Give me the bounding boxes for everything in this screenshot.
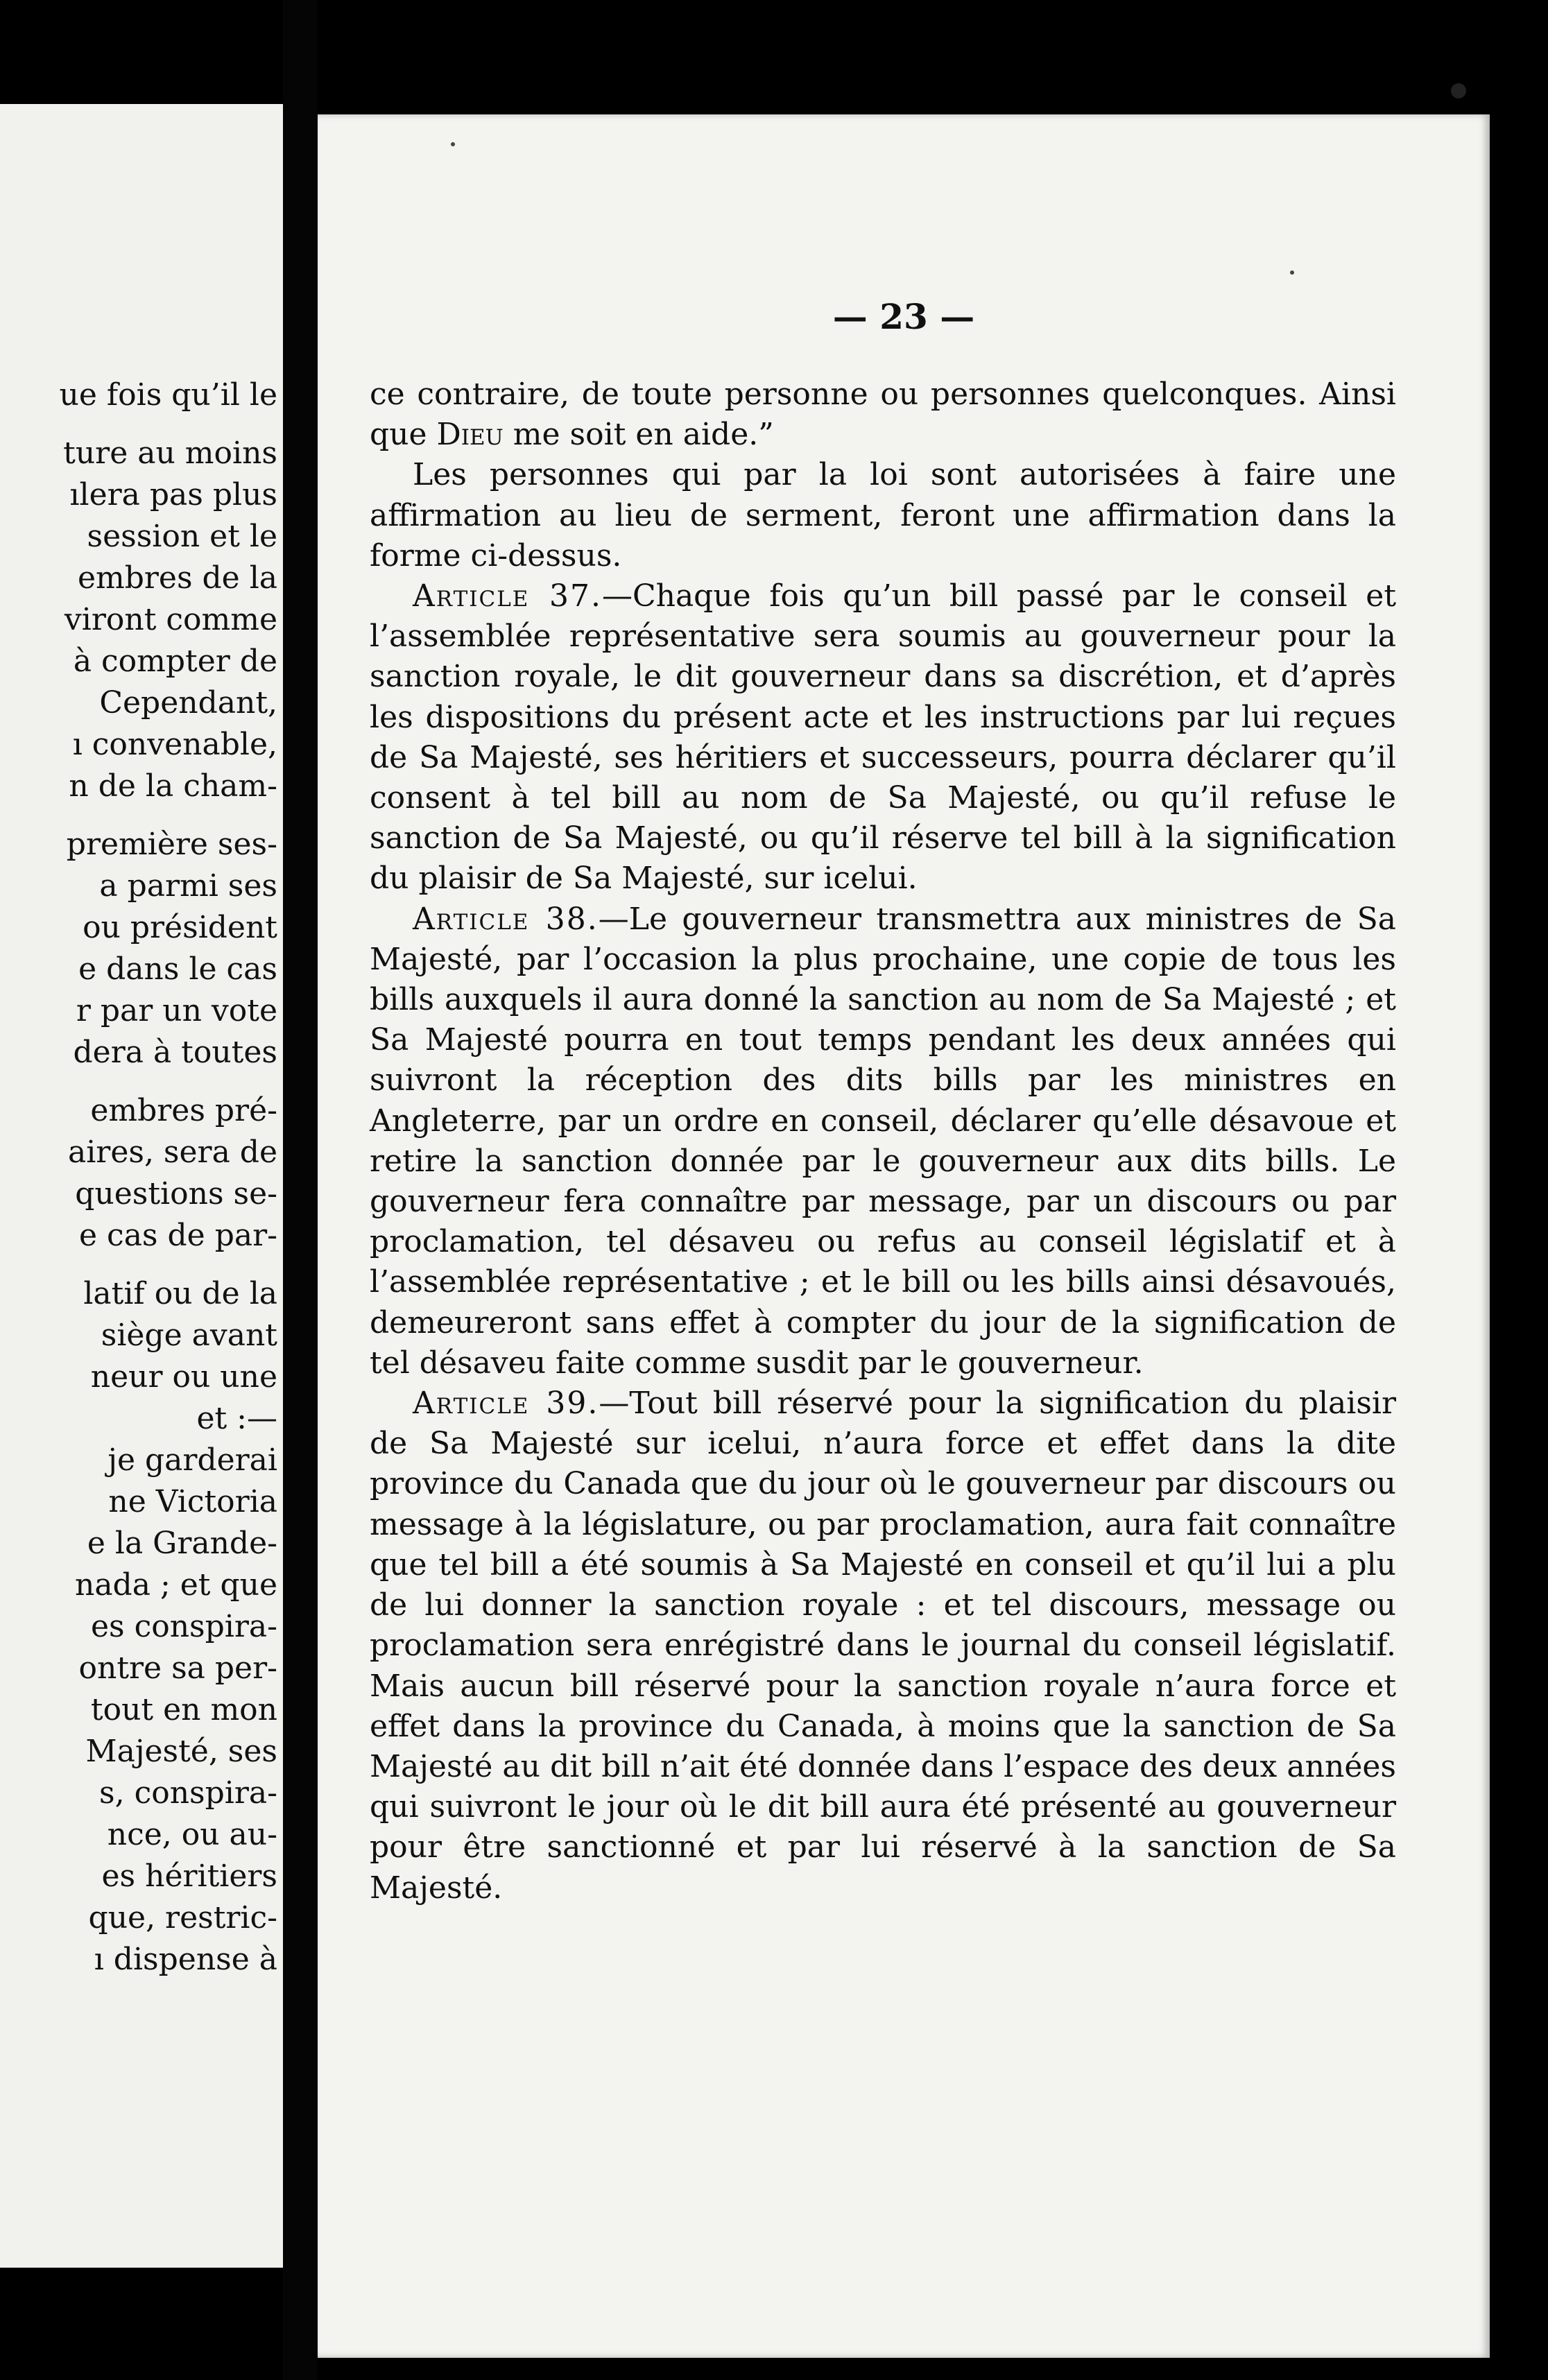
left-page-line: première ses- (66, 827, 277, 862)
left-page-line: à compter de (73, 644, 277, 679)
article-37 (370, 576, 1396, 899)
left-page-line: nada ; et que (74, 1567, 277, 1603)
left-page-line: es héritiers (101, 1859, 277, 1894)
left-page-line: ı dispense à (94, 1942, 277, 1977)
left-page-line: a parmi ses (99, 868, 277, 904)
oath-god-word: Dieu (436, 417, 504, 453)
left-page-line: siège avant (101, 1318, 277, 1353)
oath-text-part-2: me soit en aide.” (503, 417, 774, 453)
left-page-line: aires, sera de (67, 1135, 277, 1170)
left-page-line: embres pré- (90, 1093, 277, 1128)
left-page-line: latif ou de la (83, 1276, 277, 1311)
left-page-line: ılera pas plus (69, 477, 277, 512)
left-page-line: viront comme (64, 602, 277, 637)
oath-text-part-1: ce contraire, de toute personne ou personnes quelconques. Ainsi que (370, 377, 1396, 453)
article-38-text: —Le gouverneur transmettra aux ministres de Sa Majesté, par l’occasion la plus prochaine, une copie de tous les bills auxquels il aura donné la sanction au nom de Sa Majesté ; et Sa Majesté pourra en tout temps pendant les deux années qui suivront la réception des dits bills par les ministres en Angleterre, par un ordre en conseil, déclarer qu’elle désavoue et retire la sanction donnée par le gouverneur aux dits bills. Le gouverneur fera connaître par message, par un discours ou par proclamation, tel désaveu ou refus au conseil législatif et à l’assemblée représentative ; et le bill ou les bills ainsi désavoués, demeureront sans effet à compter du jour de la signification de tel désaveu faite comme susdit par le gouverneur. (370, 901, 1397, 1381)
line-gap (0, 1257, 277, 1273)
left-page-line: dera à toutes (73, 1035, 277, 1070)
article-38 (370, 899, 1396, 1383)
left-page-line: neur ou une (90, 1359, 277, 1395)
left-page-line: ture au moins (63, 436, 277, 471)
right-page (318, 114, 1490, 2358)
article-39-heading: Article 39. (413, 1386, 599, 1422)
left-page-line: nce, ou au- (107, 1817, 277, 1852)
article-39 (370, 1383, 1396, 1908)
left-page-text (0, 374, 277, 1981)
scan-speck (1451, 83, 1466, 98)
left-page-line: es conspira- (90, 1609, 277, 1644)
page-gutter (283, 0, 318, 2380)
page-body (370, 374, 1396, 1908)
left-page-line: que, restric- (88, 1900, 277, 1935)
line-gap (0, 807, 277, 824)
article-37-heading: Article 37. (413, 578, 602, 614)
left-page-line: s, conspira- (99, 1775, 277, 1811)
line-gap (0, 416, 277, 433)
left-page-line: je garderai (108, 1442, 277, 1478)
left-page-line: ue fois qu’il le (59, 377, 277, 413)
line-gap (0, 1073, 277, 1090)
left-page-line: e la Grande- (87, 1526, 277, 1561)
left-page-line: e cas de par- (79, 1218, 277, 1253)
left-page-line: ou président (83, 910, 277, 945)
article-37-text: —Chaque fois qu’un bill passé par le conseil et l’assemblée représentative sera soumis au gouverneur pour la sanction royale, le dit gouverneur dans sa discrétion, et d’après les dispositions du présent acte et les instructions par lui reçues de Sa Majesté, ses héritiers et successeurs, pourra déclarer qu’il consent à tel bill au nom de Sa Majesté, ou qu’il refuse le sanction de Sa Majesté, ou qu’il réserve tel bill à la signification du plaisir de Sa Majesté, sur icelui. (370, 578, 1396, 897)
left-page-fragment (0, 104, 283, 2268)
article-39-text: —Tout bill réservé pour la signification du plaisir de Sa Majesté sur icelui, n’aura force et effet dans la dite province du Canada que du jour où le gouverneur par discours ou message à la législature, ou par proclamation, aura fait connaître que tel bill a été soumis à Sa Majesté en conseil et qu’il lui a plu de lui donner la sanction royale : et tel discours, message ou proclamation sera enrégistré dans le journal du conseil législatif. Mais aucun bill réservé pour la sanction royale n’aura force et effet dans la province du Canada, à moins que la sanction de Sa Majesté au dit bill n’ait été donnée dans l’espace des deux années qui suivront le jour où le dit bill aura été présenté au gouverneur pour être sanctionné et par lui réservé à la sanction de Sa Majesté. (370, 1386, 1397, 1906)
scan-speck (451, 142, 455, 146)
left-page-line: ne Victoria (108, 1484, 277, 1519)
left-page-line: embres de la (77, 560, 277, 596)
oath-ending (370, 374, 1396, 455)
left-page-line: ı convenable, (72, 727, 277, 762)
left-page-line: questions se- (75, 1176, 277, 1211)
left-page-line: e dans le cas (78, 951, 277, 987)
left-page-line: r par un vote (76, 993, 277, 1028)
article-38-heading: Article 38. (413, 901, 599, 937)
left-page-line: session et le (87, 519, 277, 554)
left-page-line: et :— (196, 1401, 277, 1436)
scan-speck (1290, 270, 1294, 275)
left-page-line: ontre sa per- (78, 1650, 277, 1686)
page-number: — 23 — (832, 296, 975, 337)
affirmation-paragraph: Les personnes qui par la loi sont autorisées à faire une affirmation au lieu de serment, feront une affirmation dans la forme ci-dessus. (370, 457, 1396, 574)
left-page-line: tout en mon (90, 1692, 277, 1727)
left-page-line: Majesté, ses (85, 1734, 277, 1769)
left-page-line: n de la cham- (69, 768, 277, 804)
left-page-line: Cependant, (99, 685, 277, 721)
